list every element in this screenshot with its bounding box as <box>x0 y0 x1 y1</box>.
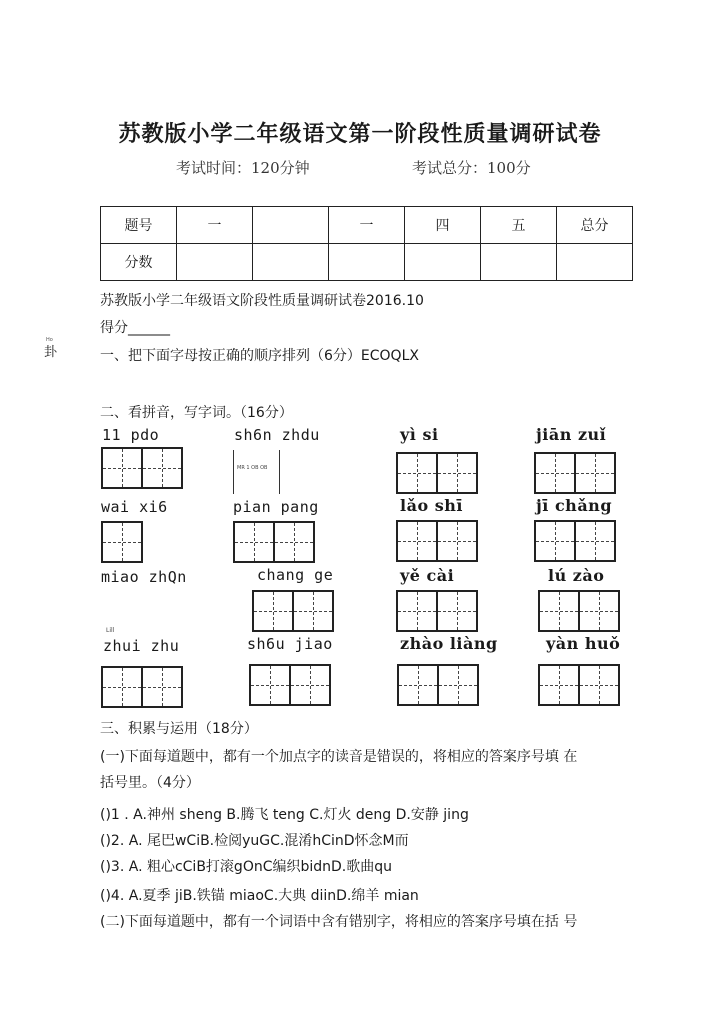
score-line: 得分______ <box>100 320 170 336</box>
small-mark: Lill <box>106 627 115 634</box>
score-row-label: 分数 <box>101 244 177 281</box>
writing-grid[interactable] <box>396 520 476 562</box>
pinyin-label: chang ge <box>257 566 334 584</box>
writing-grid[interactable] <box>101 666 181 708</box>
writing-grid[interactable] <box>534 520 614 562</box>
writing-grid[interactable] <box>397 664 477 706</box>
writing-grid[interactable] <box>101 447 181 489</box>
pinyin-label: zhào liàng <box>400 634 498 653</box>
writing-grid[interactable] <box>233 521 313 563</box>
pinyin-label: yàn huǒ <box>546 634 621 653</box>
score-header-cell: 总分 <box>557 207 633 244</box>
pinyin-label: yě cài <box>400 566 455 585</box>
score-header-cell: 一 <box>329 207 405 244</box>
writing-grid[interactable] <box>538 590 618 632</box>
score-header-cell: 四 <box>405 207 481 244</box>
exam-total: 考试总分：100分 <box>412 159 531 177</box>
question-3: ()3. A. 粗心cCiB打滚gOnC编织bidnD.歌曲qu <box>100 859 393 875</box>
page-title: 苏教版小学二年级语文第一阶段性质量调研试卷 <box>118 121 602 147</box>
score-header-cell: 题号 <box>101 207 177 244</box>
pinyin-label: zhui zhu <box>103 637 180 655</box>
pinyin-label: jiān zuǐ <box>536 425 607 444</box>
writing-grid[interactable] <box>252 590 332 632</box>
pinyin-label: lǎo shī <box>400 496 463 515</box>
pinyin-label: jī chǎng <box>536 496 612 515</box>
subsection-1-instruction-cont: 括号里。（4分） <box>100 775 200 791</box>
score-cell[interactable] <box>329 244 405 281</box>
pinyin-label: sh6u jiao <box>247 635 333 653</box>
margin-mark: 卦 <box>44 345 58 360</box>
writing-grid[interactable] <box>396 452 476 494</box>
question-4: ()4. A.夏季 jiB.铁锚 miaoC.大典 diinD.绵羊 mian <box>100 888 419 904</box>
score-cell[interactable] <box>177 244 253 281</box>
pinyin-label: miao zhQn <box>101 568 187 586</box>
pinyin-label: lú zào <box>548 566 605 585</box>
pinyin-label: 11 pdo <box>102 426 160 444</box>
score-table <box>100 206 633 281</box>
doc-title-line: 苏教版小学二年级语文阶段性质量调研试卷2016.10 <box>100 293 424 309</box>
score-header-cell: 五 <box>481 207 557 244</box>
section-1-heading: 一、把下面字母按正确的顺序排列（6分）ECOQLX <box>100 348 419 364</box>
score-header-cell: 一 <box>177 207 253 244</box>
score-cell[interactable] <box>557 244 633 281</box>
score-cell[interactable] <box>481 244 557 281</box>
writing-grid[interactable] <box>396 590 476 632</box>
writing-grid[interactable] <box>101 521 141 563</box>
subsection-2-instruction: (二)下面每道题中，都有一个词语中含有错别字，将相应的答案序号填在括 号 <box>100 914 578 930</box>
question-1: ()1 . A.神州 sheng B.腾飞 teng C.灯火 deng D.安静 jing <box>100 807 469 823</box>
section-3-heading: 三、积累与运用（18分） <box>100 721 258 737</box>
pinyin-label: wai xi6 <box>101 498 168 516</box>
writing-grid[interactable] <box>538 664 618 706</box>
subsection-1-instruction: (一)下面每道题中，都有一个加点字的读音是错误的，将相应的答案序号填 在 <box>100 749 578 765</box>
pinyin-label: pian pang <box>233 498 319 516</box>
margin-mark-small: Ho <box>46 337 53 343</box>
pinyin-label: yì si <box>400 425 439 444</box>
writing-grid[interactable] <box>249 664 329 706</box>
scan-artifact: MR 1 OB OB <box>233 448 343 496</box>
score-cell[interactable] <box>253 244 329 281</box>
score-cell[interactable] <box>405 244 481 281</box>
pinyin-label: sh6n zhdu <box>234 426 320 444</box>
score-header-cell <box>253 207 329 244</box>
exam-time: 考试时间：120分钟 <box>176 159 310 177</box>
section-2-heading: 二、看拼音，写字词。（16分） <box>100 405 293 421</box>
writing-grid[interactable] <box>534 452 614 494</box>
question-2: ()2. A. 尾巴wCiB.检阅yuGC.混淆hCinD怀念M而 <box>100 833 409 849</box>
